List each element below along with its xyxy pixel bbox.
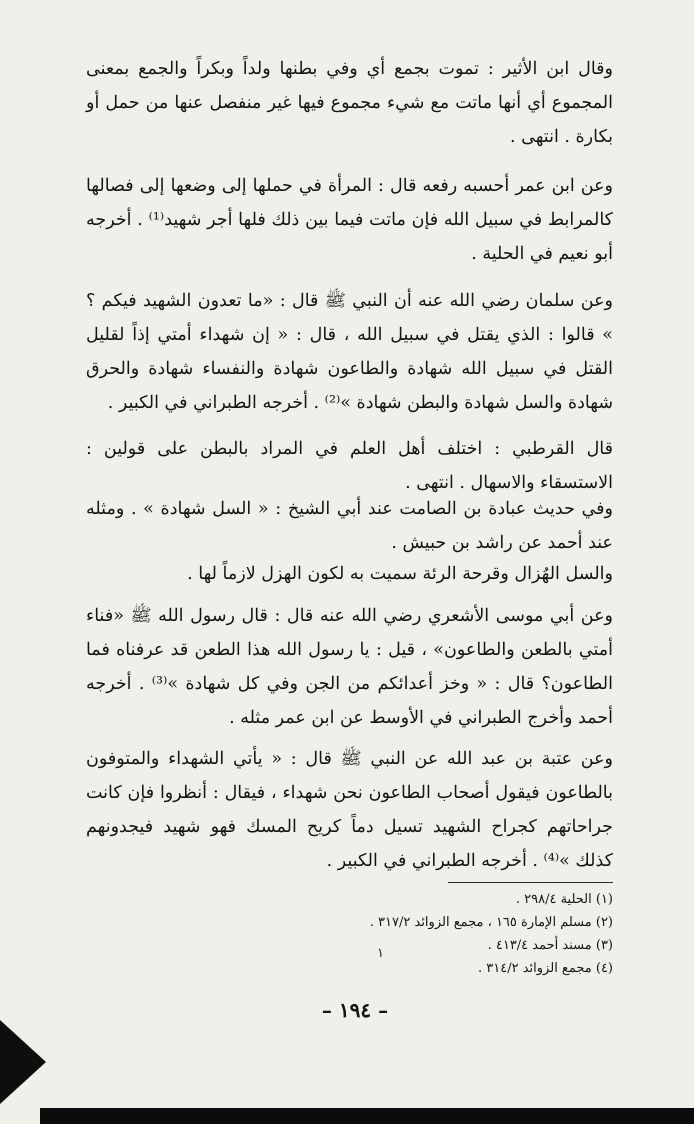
- paragraph-salman: وعن سلمان رضي الله عنه أن النبي ﷺ قال : «ما تعدون الشهيد فيكم ؟ » قالوا : الذي يقتل في سبيل الله ، قال : « إن شهداء أمتي إذاً لقليل القتل في سبيل الله شهادة والطاعون شهادة والنفساء شهادة والحرق شهادة والسل شهادة والبطن شهادة »⁽²⁾ . أخرجه الطبراني في الكبير .: [86, 291, 613, 413]
- footnote-3: (٣) مسند أحمد ٤١٣/٤ .: [487, 938, 613, 953]
- footnote-1: (١) الحلية ٢٩٨/٤ .: [515, 892, 613, 907]
- paragraph-sill-definition: والسل الهُزال وقرحة الرئة سميت به لكون الهزل لازماً لها .: [187, 564, 613, 584]
- paragraph-ibn-al-athir: وقال ابن الأثير : تموت بجمع أي وفي بطنها ولداً وبكراً والجمع بمعنى المجموع أي أنها ماتت مع شيء مجموع فيها غير منفصل عنها من حمل أو بكارة . انتهى .: [86, 59, 613, 147]
- scan-edge-shadow: [0, 1020, 46, 1104]
- stray-mark: ١: [377, 946, 384, 961]
- paragraph-qurtubi: قال القرطبي : اختلف أهل العلم في المراد بالبطن على قولين : الاستسقاء والاسهال . انتهى .: [86, 439, 613, 493]
- scan-bottom-band: [40, 1108, 694, 1124]
- paragraph-abu-musa: وعن أبي موسى الأشعري رضي الله عنه قال : قال رسول الله ﷺ «فناء أمتي بالطعن والطاعون» ، قيل : يا رسول الله هذا الطعن قد عرفناه فما الطاعون؟ قال : « وخز أعدائكم من الجن وفي كل شهادة »⁽³⁾ . أخرجه أحمد وأخرج الطبراني في الأوسط عن ابن عمر مثله .: [86, 606, 613, 728]
- page-number: – ١٩٤ –: [321, 998, 389, 1022]
- paragraph-ubada: وفي حديث عبادة بن الصامت عند أبي الشيخ : « السل شهادة » . ومثله عند أحمد عن راشد بن حبيش .: [86, 499, 613, 553]
- footnotes: [300, 888, 613, 980]
- footnote-4: (٤) مجمع الزوائد ٣١٤/٢ .: [478, 961, 613, 976]
- paragraph-utba: وعن عتبة بن عبد الله عن النبي ﷺ قال : « يأتي الشهداء والمتوفون بالطاعون فيقول أصحاب الطاعون نحن شهداء ، فيقال : أنظروا فإن كانت جراحاتهم كجراح الشهيد تسيل دماً كريح المسك فهو شهيد فيجدونهم كذلك »⁽⁴⁾ . أخرجه الطبراني في الكبير .: [86, 749, 613, 871]
- paragraph-ibn-umar: وعن ابن عمر أحسبه رفعه قال : المرأة في حملها إلى وضعها إلى فصالها كالمرابط في سبيل الله فإن ماتت فيما بين ذلك فلها أجر شهيد⁽¹⁾ . أخرجه أبو نعيم في الحلية .: [86, 176, 613, 264]
- footnote-divider: [448, 882, 613, 883]
- footnote-2: (٢) مسلم الإمارة ١٦٥ ، مجمع الزوائد ٣١٧/٢ .: [369, 915, 613, 930]
